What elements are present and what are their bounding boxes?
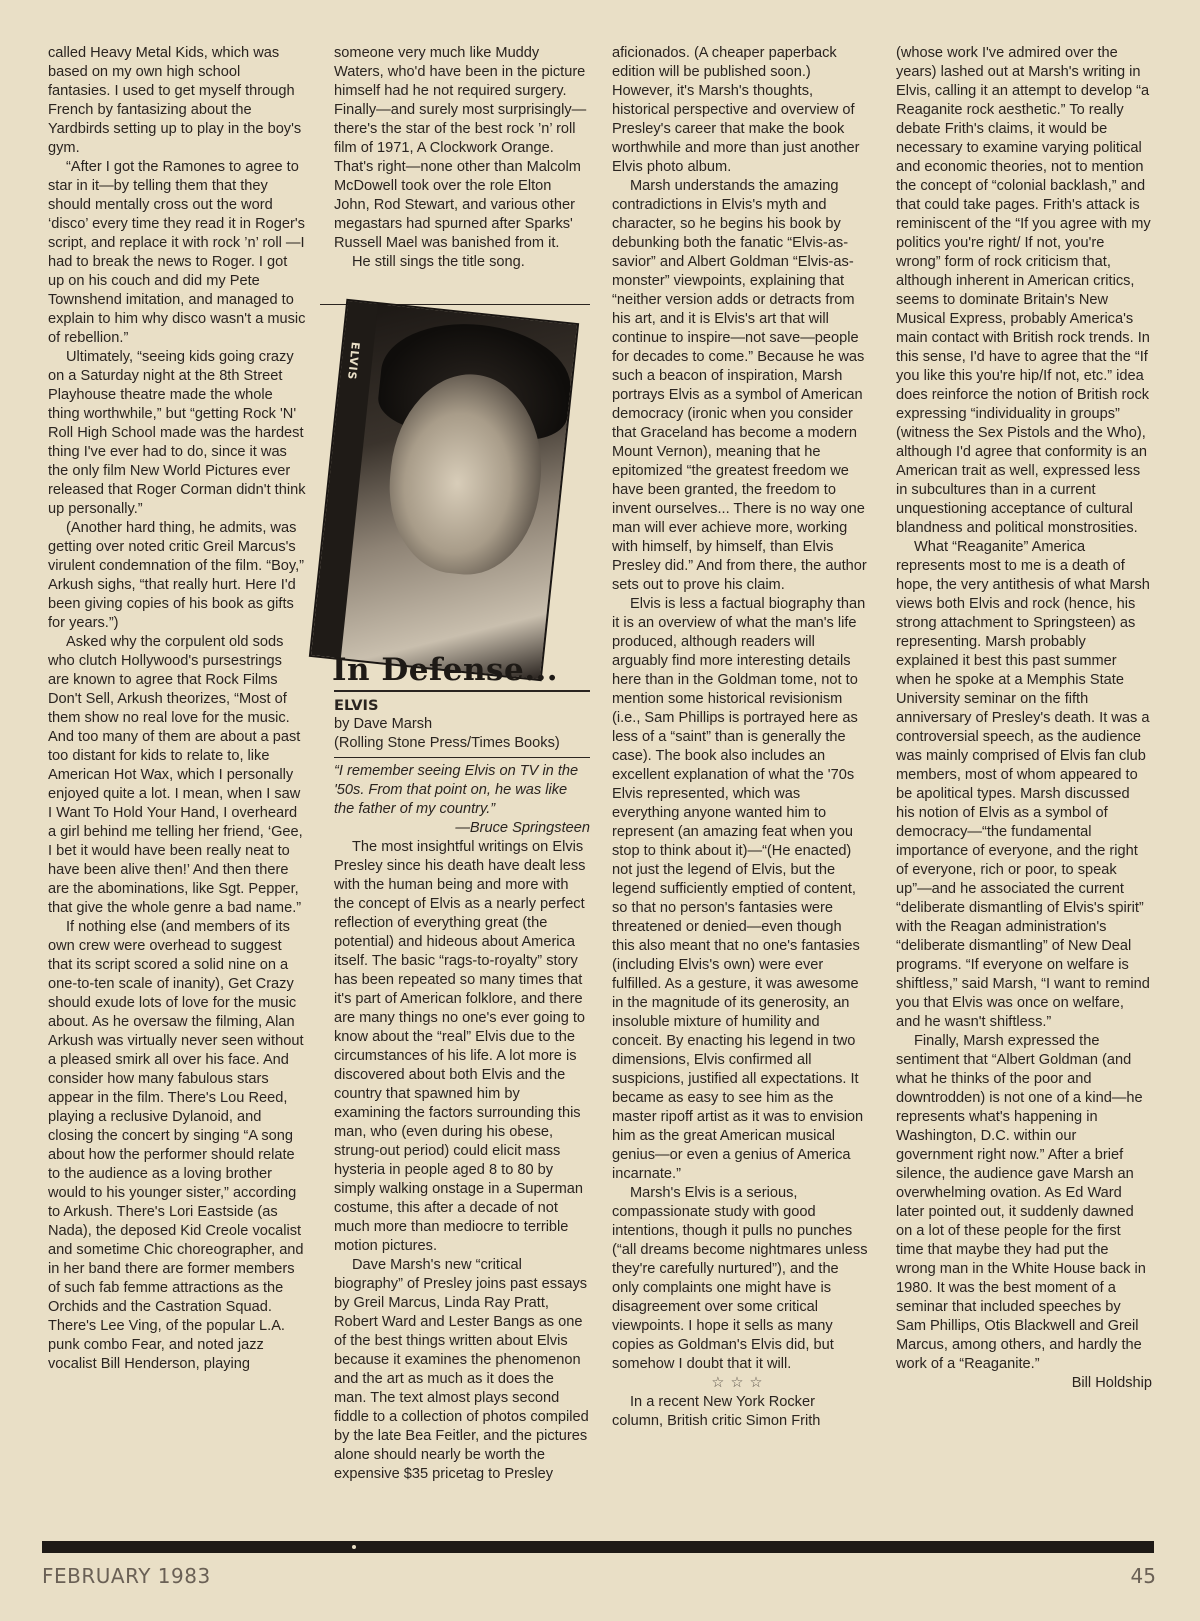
paragraph: The most insightful writings on Elvis Presley since his death have dealt less with the human being and more with the concept of Elvis as a nearly perfect reflection of everything great (the potential) and hideous about America itself. The basic “rags-to-royalty” story has been repeated so many times that it's part of American folklore, and there are many things no one's ever going to know about the “real” Elvis due to the circumstances of his life. A lot more is discovered about both Elvis and the country that spawned him by examining the factors surrounding this man, who (even during his obese, strung-out period) could elicit mass hysteria in people aged 8 to 80 by simply walking onstage in a Superman costume, this after a decade of not much more than mediocre to terrible motion pictures.: [334, 839, 586, 1254]
review-column: [334, 696, 590, 1526]
review-rule: [334, 757, 590, 758]
paragraph: Elvis is less a factual biography than it is an overview of what the man's life produced, although readers will arguably find more interesting details here than in the Goldman tome, not to mention some historical revisionism (i.e., Sam Phillips is portrayed here as less of a “saint” than is generally the case). The book also includes an excellent explanation of what the '70s Elvis represented, which was everything anyone wanted him to represent (an amazing feat when you stop to think about it)—“(He enacted) not just the legend of Elvis, but the legend sufficiently emptied of content, so that no person's fantasies were threatened or denied—even though this also meant that no one's fantasies (including Elvis's own) were ever fulfilled. As a gesture, it was awesome in the magnitude of its generosity, an insoluble mixture of humility and conceit. By enacting his legend in two dimensions, Elvis confirmed all suspicions, justified all expectations. It became as easy to see him as the master ripoff artist as it was to envision him as the great American musical genius—or even a genius of America incarnate.”: [612, 596, 866, 1182]
issue-date: FEBRUARY 1983: [42, 1564, 211, 1588]
review-title: ELVIS: [334, 697, 379, 714]
footer-bar: [42, 1541, 1154, 1553]
paragraph: Finally, Marsh expressed the sentiment that “Albert Goldman (and what he thinks of the poor and downtrodden) is not one of a kind—he represents what's happening in Washington, D.C. within our government right now.” After a brief silence, the audience gave Marsh an overwhelming ovation. As Ed Ward later pointed out, it suddenly dawned on a lot of these people for the first time that maybe they had put the wrong man in the White House back in 1980. It was the best moment of a seminar that included speeches by Sam Phillips, Otis Blackwell and Greil Marcus, among others, and hardly the work of a “Reaganite.”: [896, 1033, 1146, 1372]
spine-title: ELVIS: [344, 341, 362, 381]
paragraph: (Another hard thing, he admits, was getting over noted critic Greil Marcus's virulent condemnation of the film. “Boy,” Arkush sighs, “that really hurt. Here I'd been giving copies of his book as gifts for years.”): [48, 520, 305, 631]
review-byline: by Dave Marsh: [334, 716, 433, 732]
epigraph-attribution: —Bruce Springsteen: [455, 820, 590, 836]
paragraph: called Heavy Metal Kids, which was based on my own high school fantasies. I used to get myself through French by fantasizing about the Yardbirds setting up to play in the boy's gym.: [48, 45, 302, 156]
book-spine: [311, 301, 378, 658]
article-column-2-top: [334, 44, 590, 272]
section-headline: In Defense...: [332, 652, 559, 688]
paragraph: In a recent New York Rocker column, British critic Simon Frith: [612, 1394, 821, 1429]
epigraph-quote: “I remember seeing Elvis on TV in the '50s. From that point on, he was like the father of my country.”: [334, 763, 579, 817]
elvis-book-cover-photo: [309, 299, 579, 681]
paragraph: someone very much like Muddy Waters, who'd have been in the picture himself had he not required surgery. Finally—and surely most surprisingly—there's the star of the best rock ’n’ roll film of 1971, A Clockwork Orange. That's right—none other than Malcolm McDowell took over the role Elton John, Rod Stewart, and various other megastars had spurned after Sparks' Russell Mael was banished from it.: [334, 45, 587, 251]
paragraph: Marsh understands the amazing contradictions in Elvis's myth and character, so he begins his book by debunking both the fanatic “Elvis-as-savior” and Albert Goldman “Elvis-as-monster” viewpoints, explaining that “neither version adds or detracts from his art, and it is Elvis's art that will continue to inspire—not save—people for decades to come.” Because he was such a beacon of inspiration, Marsh portrays Elvis as a symbol of American democracy (ironic when you consider that Graceland has become a modern Mount Vernon), meaning that he epitomized “the greatest freedom we have been granted, the freedom to invent ourselves... There is no way one man will ever achieve more, working with himself, by himself, than Elvis Presley did.” And from there, the author sets out to prove his claim.: [612, 178, 867, 593]
paragraph: Ultimately, “seeing kids going crazy on a Saturday night at the 8th Street Playhouse theatre made the whole thing worthwhile,” but “getting Rock 'N' Roll High School made was the hardest thing I've ever had to do, since it was the only film New World Pictures ever released that Roger Corman didn't think up personally.”: [48, 349, 306, 517]
footer-dot: [352, 1545, 356, 1549]
paragraph: (whose work I've admired over the years) lashed out at Marsh's writing in Elvis, calling it an attempt to develop “a Reaganite rock aesthetic.” To really debate Frith's claims, it would be necessary to examine varying political and economic theories, not to mention the concept of “colonial backlash,” and that could take pages. Frith's attack is reminiscent of the “If you agree with my politics you're right/ If not, you're wrong” form of rock criticism that, although inherent in American critics, seems to dominate Britain's New Musical Express, probably America's main contact with British rock trends. In this sense, I'd have to agree that the “If you like this you're hip/If not, etc.” idea does reinforce the notion of British rock expressing “individuality in groups” (witness the Sex Pistols and the Who), although I'd agree that conformity is an American trait as well, expressed less in subcultures than in a current unquestioning acceptance of cultural blandness and political monstrosities.: [896, 45, 1151, 536]
headline-underline: [334, 690, 590, 692]
paragraph: What “Reaganite” America represents most to me is a death of hope, the very antithesis of what Marsh views both Elvis and rock (hence, his strong attachment to Springsteen) as representing. Marsh probably explained it best this past summer when he spoke at a Memphis State University seminar on the fifth anniversary of Presley's death. It was a controversial speech, as the audience was mainly comprised of Elvis fan club members, most of whom appeared to be apolitical types. Marsh discussed his notion of Elvis as a symbol of democracy—“the fundamental importance of everyone, and the right of everyone, rich or poor, to speak up”—and he associated the current “deliberate dismantling of Elvis's spirit” with the Reagan administration's “deliberate dismantling” of New Deal programs. “If everyone on welfare is shiftless,” said Marsh, “I want to remind you that Elvis was once on welfare, and he wasn't shiftless.”: [896, 539, 1150, 1030]
paragraph: Marsh's Elvis is a serious, compassionate study with good intentions, though it pulls no punches (“all dreams become nightmares unless they're carefully nurtured”), and the only complaints one might have is disagreement over some critical viewpoints. I hope it sells as many copies as Goldman's Elvis did, but somehow I doubt that it will.: [612, 1185, 868, 1372]
paragraph: Dave Marsh's new “critical biography” of Presley joins past essays by Greil Marcus, Linda Ray Pratt, Robert Ward and Lester Bangs as one of the best things written about Elvis because it examines the phenomenon and the art as much as it does the man. The text almost plays second fiddle to a collection of photos compiled by the late Bea Feitler, and the pictures alone should nearly be worth the expensive $35 pricetag to Presley: [334, 1257, 589, 1482]
article-column-1: [48, 44, 306, 1534]
paragraph: aficionados. (A cheaper paperback edition will be published soon.) However, it's Marsh's thoughts, historical perspective and overview of Presley's career that make the book worthwhile and more than just another Elvis photo album.: [612, 45, 860, 175]
paragraph: If nothing else (and members of its own crew were overhead to suggest that its script scored a solid nine on a one-to-ten scale of inanity), Get Crazy should exude lots of love for the music about. As he oversaw the filming, Alan Arkush was virtually never seen without a pleased smirk all over his face. And consider how many fabulous stars appear in the film. There's Lou Reed, playing a reclusive Dylanoid, and closing the concert by singing “A song about how the performer should relate to the audience as a loving brother would to his younger sister,” according to Arkush. There's Lori Eastside (as Nada), the deposed Kid Creole vocalist and sometime Chic choreographer, and in her band there are former members of such fab femme attractions as the Orchids and the Castration Squad. There's Lee Ving, of the popular L.A. punk combo Fear, and noted jazz vocalist Bill Henderson, playing: [48, 919, 304, 1372]
paragraph: “After I got the Ramones to agree to star in it—by telling them that they should mentally cross out the word ‘disco’ every time they read it in Roger's script, and replace it with rock ’n’ roll —I had to break the news to Roger. I got up on his couch and did my Pete Townshend imitation, and managed to explain to him why disco wasn't a music of rebellion.”: [48, 159, 306, 346]
paragraph: He still sings the title song.: [352, 254, 525, 270]
paragraph: Asked why the corpulent old sods who clutch Hollywood's pursestrings are known to agree that Rock Films Don't Sell, Arkush theorizes, “Most of them show no real love for the music. And too many of them are about a past too distant for kids to relate to, like American Hot Wax, which I personally enjoyed quite a lot. I mean, when I saw I Want To Hold Your Hand, I overheard a girl behind me telling her friend, ‘Gee, I bet it would have been really neat to have been alive then!’ And then there are the abominations, like Sgt. Pepper, that give the whole genre a bad name.”: [48, 634, 303, 916]
review-publisher: (Rolling Stone Press/Times Books): [334, 735, 560, 751]
page-number: 45: [1130, 1564, 1156, 1588]
article-column-3: [612, 44, 868, 1534]
author-signature: Bill Holdship: [1071, 1375, 1152, 1391]
article-column-4: [896, 44, 1152, 1534]
section-break-stars: ☆☆☆: [711, 1375, 769, 1391]
